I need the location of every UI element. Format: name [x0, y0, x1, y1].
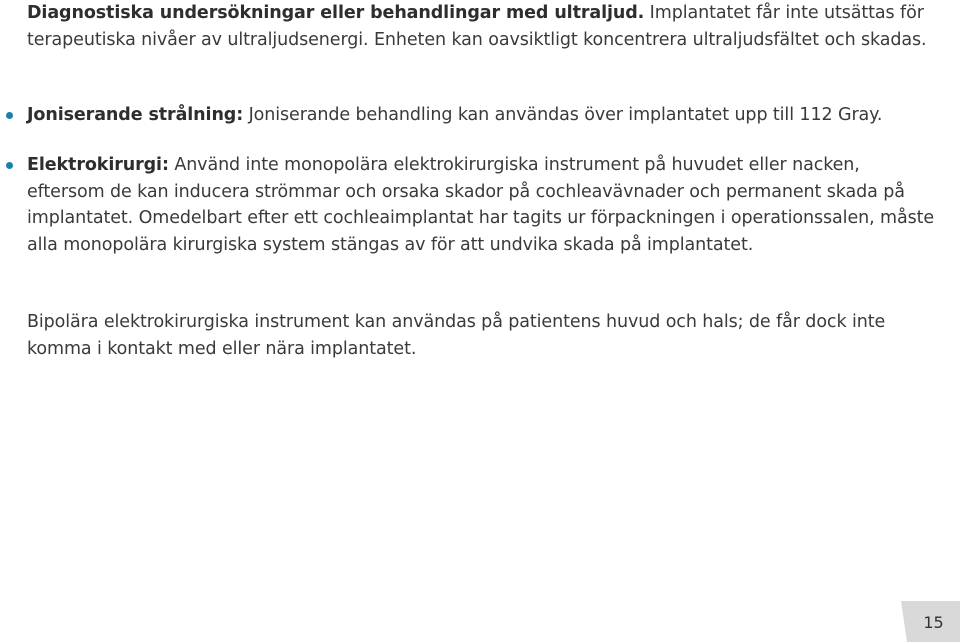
ultrasound-paragraph	[27, 0, 937, 53]
bullet-dot-icon	[6, 162, 13, 169]
bipolar-text: Bipolära elektrokirurgiska instrument kan användas på patientens huvud och hals; de får dock inte komma i kontakt med eller nära implantatet.	[27, 312, 886, 359]
ionizing-radiation-heading: Joniserande strålning:	[27, 105, 244, 125]
page-number-tab	[907, 601, 960, 642]
electrosurgery-text: Använd inte monopolära elektrokirurgiska instrument på huvudet eller nacken, eftersom de kan inducera strömmar och orsaka skador på cochleavävnader och permanent skada på implantatet. Omedelbart efter ett cochleaimplantat har tagits ur förpackningen i operationssalen, måste alla monopolära kirurgiska system stängas av för att undvika skada på implantatet.	[27, 155, 935, 255]
ionizing-radiation-paragraph	[27, 102, 937, 129]
bipolar-paragraph	[27, 309, 937, 362]
ionizing-radiation-text: Joniserande behandling kan användas över implantatet upp till 112 Gray.	[243, 105, 883, 125]
ultrasound-heading: Diagnostiska undersökningar eller behandlingar med ultraljud.	[27, 3, 645, 23]
electrosurgery-heading: Elektrokirurgi:	[27, 155, 169, 175]
ultrasound-text: Implantatet får inte utsättas för terapeutiska nivåer av ultraljudsenergi. Enheten kan oavsiktligt koncentrera ultraljudsfältet och skadas.	[27, 3, 927, 50]
bullet-dot-icon	[6, 112, 13, 119]
page-number: 15	[923, 613, 944, 632]
electrosurgery-paragraph	[27, 152, 937, 258]
